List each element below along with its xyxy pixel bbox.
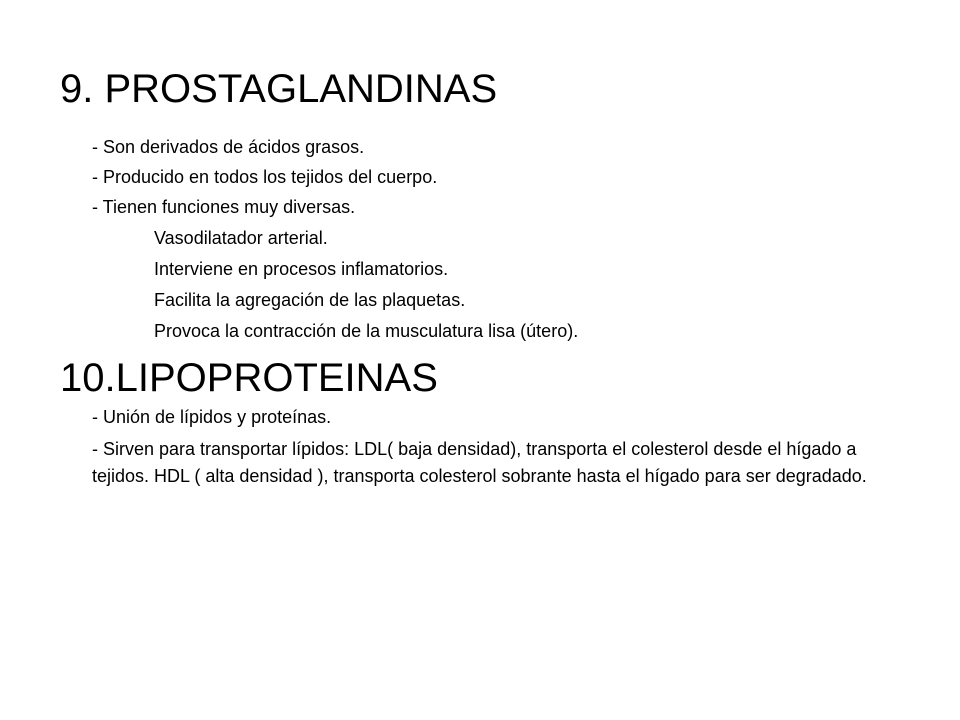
bullet-producido: - Producido en todos los tejidos del cuerpo. bbox=[92, 167, 438, 187]
subitem-vasodilatador: Vasodilatador arterial. bbox=[154, 228, 328, 248]
section-title-lipoproteinas: 10.LIPOPROTEINAS bbox=[60, 356, 438, 400]
subitem-plaquetas: Facilita la agregación de las plaquetas. bbox=[154, 290, 466, 310]
bullet-transporte: - Sirven para transportar lípidos: LDL( baja densidad), transporta el colesterol desde el hígado a tejidos. HDL ( alta densidad ), transporta colesterol sobrante hasta el hígado para ser degradado. bbox=[92, 439, 867, 486]
subitem-contraccion: Provoca la contracción de la musculatura lisa (útero). bbox=[154, 321, 579, 341]
subitem-inflamatorios: Interviene en procesos inflamatorios. bbox=[154, 259, 449, 279]
bullet-funciones: - Tienen funciones muy diversas. bbox=[92, 197, 356, 217]
bullet-union: - Unión de lípidos y proteínas. bbox=[92, 407, 332, 427]
bullet-derivados: - Son derivados de ácidos grasos. bbox=[92, 137, 365, 157]
section-title-prostaglandinas: 9. PROSTAGLANDINAS bbox=[60, 67, 498, 111]
